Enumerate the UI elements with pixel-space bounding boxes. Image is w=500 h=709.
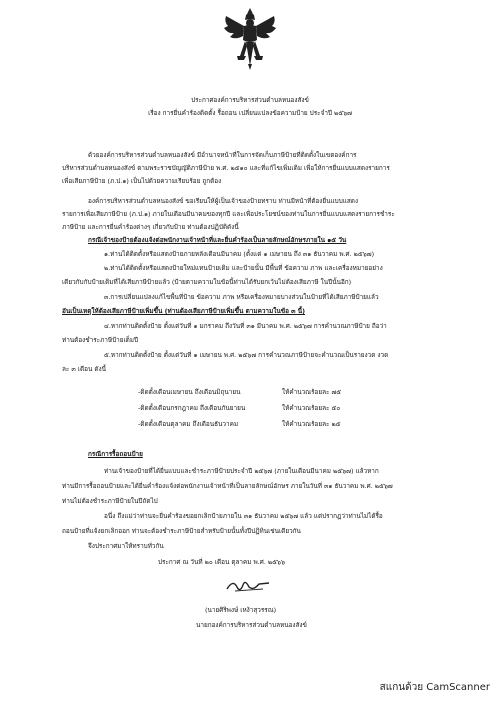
period-1-rate: ให้คำนวณร้อยละ ๗๕ <box>282 388 342 396</box>
rule-5-line-1: ๕.หากท่านติดตั้งป้าย ตั้งแต่วันที่ ๑ เมษายน พ.ศ. ๒๕๖๗ การคำนวณภาษีป้ายจะคำนวณเป็นรายงวด งวด <box>104 351 389 359</box>
rule-4-line-1: ๔.หากท่านติดตั้งป้าย ตั้งแต่วันที่ ๑ มกราคม ถึงวันที่ ๓๑ มีนาคม พ.ศ. ๒๕๖๗ การคำนวณภาษีป้าย ถือว่า <box>104 322 387 330</box>
para2-line-3: ภาษีป้าย และการยื่นคำร้องต่างๆ เกี่ยวกับป้าย ท่านต้องปฏิบัติดังนี้ <box>62 223 239 231</box>
closing-date: ประกาศ ณ วันที่ ๒๐ เดือน ตุลาคม พ.ศ. ๒๕๖๖ <box>158 558 286 566</box>
announcement-title: ประกาศองค์การบริหารส่วนตำบลหนองสังข์ <box>191 96 309 104</box>
para2-line-2: รายการเพื่อเสียภาษีป้าย (ภ.ป.๑) ภายในเดือนมีนาคมของทุกปี และเพื่อประโยชน์ของท่านในการยื่นแบบแสดงรายการชำระ <box>62 210 395 218</box>
removal-line-3: ท่านไม่ต้องชำระภาษีป้ายในปีถัดไป <box>62 497 158 505</box>
intro-line-2: บริหารส่วนตำบลหนองสังข์ ตามพระราชบัญญัติภาษีป้าย พ.ศ. ๒๕๑๐ และที่แก้ไขเพิ่มเติม เพื่อให้การยื่นแบบแสดงรายการ <box>62 164 390 172</box>
period-2-rate: ให้คำนวณร้อยละ ๕๐ <box>282 404 341 412</box>
para2-line-1: องค์การบริหารส่วนตำบลหนองสังข์ ขอเรียนให้ผู้เป็นเจ้าของป้ายทราบ ท่านมีหน้าที่ต้องยื่นแบบแสดง <box>88 197 359 205</box>
rules-heading: กรณีเจ้าของป้ายต้องแจ้งต่อพนักงานเจ้าหน้าที่และยื่นคำร้องเป็นลายลักษณ์อักษรภายใน ๑๕ วัน <box>88 236 347 244</box>
removal-line-4: อนึ่ง ถึงแม่ว่าท่านจะยื่นคำร้องขอยกเลิกป้ายภายใน ๓๑ ธันวาคม ๒๕๖๗ แล้ว แต่ปรากฏว่าท่านไม่ได้รื้อ <box>104 512 383 520</box>
announcement-subject: เรื่อง การยื่นคำร้องติดตั้ง รื้อถอน เปลี่ยนแปลงข้อความป้าย ประจำปี ๒๕๖๗ <box>148 109 352 117</box>
period-3-rate: ให้คำนวณร้อยละ ๒๕ <box>282 420 341 428</box>
rule-3-line-2: อันเป็นเหตุให้ต้องเสียภาษีป้ายเพิ่มขึ้น (ท่านต้องเสียภาษีป้ายเพิ่มขึ้น ตามความในข้อ ๓ นี้) <box>62 307 306 315</box>
rule-1: ๑.ท่านได้ติดตั้งหรือแสดงป้ายภายหลังเดือนมีนาคม (ตั้งแต่ ๑ เมษายน ถึง ๓๑ ธันวาคม พ.ศ. ๒๕๖๗) <box>104 250 375 258</box>
removal-heading: กรณีการรื้อถอนป้าย <box>88 450 143 458</box>
rule-2-line-1: ๒.ท่านได้ติดตั้งหรือแสดงป้ายใหม่แทนป้ายเดิม และป้ายนั้น มีพื้นที่ ข้อความ ภาพ และเครื่องหมายอย่าง <box>104 264 383 272</box>
period-3-label: -ติดตั้งเดือนตุลาคม ถึงเดือนธันวาคม <box>138 420 239 428</box>
removal-line-1: ท่านเจ้าของป้ายที่ได้ยื่นแบบและชำระภาษีป้ายประจำปี ๒๕๖๗ (ภายในเดือนมีนาคม ๒๕๖๗) แล้วหาก <box>104 467 379 475</box>
rule-2-line-2: เดียวกับกับป้ายเดิมที่ได้เสียภาษีป้ายแล้ว (ป้ายตามความในข้อนี้ท่านได้รับยกเว้นไม่ต้องเสียภาษี ในปีนั้นอีก) <box>62 278 352 286</box>
rule-4-line-2: ท่านต้องชำระภาษีป้ายเต็มปี <box>62 336 139 344</box>
period-1-label: -ติดตั้งเดือนเมษายน ถึงเดือนมิถุนายน <box>138 388 241 396</box>
camscanner-watermark: สแกนด้วย CamScanner <box>379 682 490 693</box>
intro-line-1: ด้วยองค์การบริหารส่วนตำบลหนองสังข์ มีอำนาจหน้าที่ในการจัดเก็บภาษีป้ายที่ติดตั้งในเขตองค์การ <box>88 151 357 159</box>
removal-line-2: ท่านมีการรื้อถอนป้ายและได้ยื่นคำร้องแจ้งต่อพนักงานเจ้าหน้าที่เป็นลายลักษณ์อักษร ภายในวันที่ ๓๑ ธันวาคม พ.ศ. ๒๕๖๗ <box>62 482 393 490</box>
rule-5-line-2: ละ ๓ เดือน ดังนี้ <box>62 365 106 373</box>
garuda-emblem-icon <box>222 6 278 72</box>
removal-line-5: ถอนป้ายที่แจ้งยกเลิกออก ท่านจะต้องชำระภาษีป้ายสำหรับป้ายนั้นทั้งปีปฏิทินเช่นเดียวกัน <box>62 527 301 535</box>
rule-3-line-1: ๓.การเปลี่ยนแปลงแก้ไขพื้นที่ป้าย ข้อความ ภาพ หรือเครื่องหมายบางส่วนในป้ายที่ได้เสียภาษีป้ายแล้ว <box>104 293 379 301</box>
closing-announce: จึงประกาศมาให้ทราบทั่วกัน <box>88 542 164 550</box>
signer-position: นายกองค์การบริหารส่วนตำบลหนองสังข์ <box>196 621 307 629</box>
signer-name: (นายศิริพงษ์ เหง้าสุวรรณ) <box>205 606 277 614</box>
period-2-label: -ติดตั้งเดือนกรกฎาคม ถึงเดือนกันยายน <box>138 404 246 412</box>
intro-line-3: เพื่อเสียภาษีป้าย (ภ.ป.๑) เป็นไปด้วยความเรียบร้อย ถูกต้อง <box>62 177 222 185</box>
signature <box>225 575 271 595</box>
